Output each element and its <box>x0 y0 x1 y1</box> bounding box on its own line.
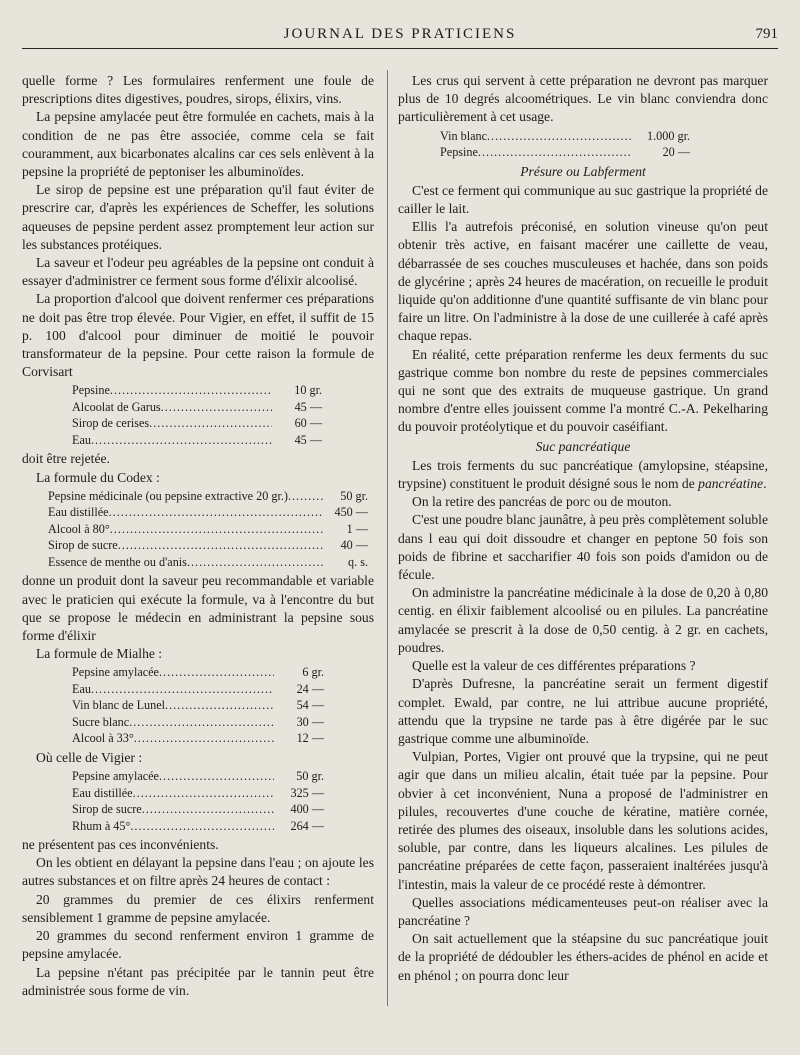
paragraph: doit être rejetée. <box>22 451 110 467</box>
formula-row <box>72 415 322 432</box>
ingredient-quantity: 45 — <box>294 399 322 414</box>
formula-row <box>72 730 324 747</box>
formula-row <box>72 681 324 698</box>
formula-row <box>72 818 324 835</box>
paragraph: La pepsine amylacée peut être formulée en cachets, mais à la condition de ne pas être associée, comme cela se fait couramment, aux bicarbonates alcalins car ces sels enlèvent à la pepsine la propriété de peptoniser les albuminoïdes. <box>22 109 374 180</box>
ingredient-quantity: 54 — <box>296 698 324 713</box>
formula-row <box>440 144 690 161</box>
ingredient-quantity: 325 — <box>290 785 324 800</box>
paragraph: On la retire des pancréas de porc ou de mouton. <box>412 494 672 510</box>
paragraph: Où celle de Vigier : <box>36 749 143 765</box>
ingredient-name: Pepsine <box>72 383 110 398</box>
right-column <box>398 72 768 985</box>
formula-row <box>72 785 324 802</box>
paragraph: donne un produit dont la saveur peu recommandable et variable avec le praticien qui exécute la formule, va à l'encontre du but que se propose le médecin en administrant la pepsine sous forme d'élixir <box>22 573 374 643</box>
ingredient-name: Pepsine amylacée <box>72 665 159 680</box>
paragraph: Les crus qui servent à cette préparation ne devront pas marquer plus de 10 degrés alcoométriques. Le vin blanc conviendra donc particulièrement à cet usage. <box>398 73 768 125</box>
ingredient-quantity: 50 gr. <box>296 769 324 784</box>
ingredient-name: Pepsine <box>440 145 478 160</box>
ingredient-name: Essence de menthe ou d'anis <box>48 554 187 569</box>
formula-row <box>72 801 324 818</box>
paragraph: On sait actuellement que la stéapsine du suc pancréatique jouit de la propriété de dédoubler les éthers-acides de phénol en acide et en phénol ; on pourra donc leur <box>398 931 768 983</box>
left-column <box>22 72 374 1000</box>
paragraph: quelle forme ? Les formulaires renferment une foule de prescriptions dites digestives, poudres, sirops, élixirs, vins. <box>22 73 374 107</box>
formula-row <box>48 488 368 505</box>
emphasis-term: pancréatine <box>698 476 764 492</box>
paragraph: ne présentent pas ces inconvénients. <box>22 837 219 853</box>
formula-codex <box>48 488 368 571</box>
paragraph: Ellis l'a autrefois préconisé, en solution vineuse qu'on peut obtenir très active, en faisant macérer une caillette de veau, débarrassée de ses couches musculeuses et hachée, dans son poids de glycérine ; après 24 heures de macération, on recueille le produit liquide qu'on additionne d'une quantité suffisante de vin blanc pour faire un litre. On l'administre à la dose de une cuillerée à café après chaque repas. <box>398 219 768 344</box>
ingredient-name: Alcool à 80° <box>48 521 110 536</box>
formula-row <box>48 537 368 554</box>
ingredient-quantity: 50 gr. <box>340 488 368 503</box>
paragraph: La pepsine n'étant pas précipitée par le tannin peut être administrée sous forme de vin. <box>22 964 374 998</box>
paragraph: Vulpian, Portes, Vigier ont prouvé que la trypsine, qui ne peut agir que dans un milieu alcalin, était tuée par la pepsine. Pour obvier à cet inconvénient, Nuna a proposé de l'administrer en pilules, recouvertes d'une couche de kératine, matière cornée, retirée des plumes des oiseaux, insoluble dans les solutions acides, soluble, par contre, dans les liqueurs alcalines. Les pilules de pancréatine préparées de cette façon, passeraient inaltérées jusqu'à l'intestin, mais la valeur de ce procédé reste à démontrer. <box>398 749 768 892</box>
ingredient-name: Alcoolat de Garus <box>72 399 161 414</box>
paragraph: La formule du Codex : <box>36 469 160 485</box>
formula-row <box>440 128 690 145</box>
paragraph: 20 grammes du premier de ces élixirs renferment sensiblement 1 gramme de pepsine amylacée. <box>22 891 374 925</box>
formula-row <box>72 432 322 449</box>
formula-row <box>72 664 324 681</box>
ingredient-name: Alcool à 33° <box>72 731 134 746</box>
formula-row <box>48 554 368 571</box>
ingredient-quantity: 20 — <box>662 145 690 160</box>
paragraph: On les obtient en délayant la pepsine dans l'eau ; on ajoute les autres substances et on filtre après 24 heures de contact : <box>22 855 374 889</box>
formula-row <box>48 521 368 538</box>
paragraph: D'après Dufresne, la pancréatine serait un ferment digestif complet. Ewald, par contre, ne lui attribue aucune propriété, attendu que la trypsine ne tarde pas à être digérée par le suc gastrique comme une albuminoïde. <box>398 676 768 746</box>
ingredient-quantity: 1 — <box>346 521 368 536</box>
ingredient-name: Pepsine amylacée <box>72 769 159 784</box>
formula-row <box>72 399 322 416</box>
page-number: 791 <box>755 26 778 42</box>
ingredient-name: Vin blanc <box>440 128 487 143</box>
ingredient-name: Pepsine médicinale (ou pepsine extractive 20 gr.) <box>48 488 288 503</box>
formula-vigier <box>72 768 324 834</box>
ingredient-name: Eau distillée <box>48 505 109 520</box>
ingredient-quantity: 264 — <box>290 818 324 833</box>
ingredient-name: Eau <box>72 681 91 696</box>
ingredient-quantity: 24 — <box>296 681 324 696</box>
formula-row <box>72 697 324 714</box>
paragraph: Quelles associations médicamenteuses peut-on réaliser avec la pancréatine ? <box>398 894 768 928</box>
ingredient-name: Eau distillée <box>72 785 133 800</box>
ingredient-quantity: q. s. <box>348 554 368 569</box>
formula-row <box>72 382 322 399</box>
formula-row <box>72 714 324 731</box>
section-title-presure: Présure ou Labferment <box>520 163 646 179</box>
formula-row <box>48 504 368 521</box>
ingredient-name: Eau <box>72 432 91 447</box>
paragraph: En réalité, cette préparation renferme les deux ferments du suc gastrique comme bon nombre du reste de pepsines commerciales qui ne sont que des extraits de muqueuse gastrique. Un grand nombre d'entre elles jouissent comme l'a montré C.-A. Pekelharing du pouvoir protéolytique et du pouvoir caséifiant. <box>398 346 768 435</box>
paragraph: C'est ce ferment qui communique au suc gastrique la propriété de cailler le lait. <box>398 182 768 217</box>
paragraph: C'est une poudre blanc jaunâtre, à peu près complètement soluble dans l eau qui doit dissoudre et changer en peptone 50 fois son poids de fibrine et saccharifier 40 fois son poids d'amidon ou de fécule. <box>398 512 768 583</box>
formula-vin-pepsine <box>440 128 690 161</box>
ingredient-name: Vin blanc de Lunel <box>72 698 166 713</box>
paragraph: Quelle est la valeur de ces différentes préparations ? <box>412 658 696 674</box>
formula-corvisart <box>72 382 322 448</box>
paragraph <box>398 457 768 493</box>
ingredient-quantity: 450 — <box>334 505 368 520</box>
ingredient-name: Sirop de sucre <box>72 802 142 817</box>
formula-mialhe <box>72 664 324 747</box>
column-divider <box>387 70 388 1006</box>
paragraph: La formule de Mialhe : <box>36 646 163 662</box>
ingredient-quantity: 12 — <box>296 731 324 746</box>
paragraph: Le sirop de pepsine est une préparation qu'il faut éviter de prescrire car, d'après les expériences de Scheffer, les solutions aqueuses de pepsine perdent assez promptement leur action sur les substances protéiques. <box>22 182 374 252</box>
ingredient-quantity: 400 — <box>290 802 324 817</box>
journal-title: JOURNAL DES PRATICIENS <box>283 26 517 42</box>
ingredient-quantity: 6 gr. <box>302 665 324 680</box>
ingredient-quantity: 1.000 gr. <box>647 128 690 143</box>
ingredient-name: Sirop de sucre <box>48 538 118 553</box>
paragraph: 20 grammes du second renferment environ 1 gramme de pepsine amylacée. <box>22 928 374 962</box>
section-title-suc-pancreatique: Suc pancréatique <box>535 438 631 454</box>
ingredient-quantity: 40 — <box>340 538 368 553</box>
page-header <box>22 22 778 49</box>
ingredient-quantity: 45 — <box>294 432 322 447</box>
ingredient-name: Sucre blanc <box>72 714 130 729</box>
ingredient-name: Rhum à 45° <box>72 818 131 833</box>
formula-row <box>72 768 324 785</box>
ingredient-name: Sirop de cerises <box>72 416 150 431</box>
paragraph: On administre la pancréatine médicinale à la dose de 0,20 à 0,80 centig. en élixir faiblement alcoolisé ou en pilules. La pancréatine amylacée se prescrit à la dose de 0,50 centig. à 2 gr. en cachets, poudres. <box>398 585 768 655</box>
ingredient-quantity: 60 — <box>294 416 322 431</box>
paragraph-text: Les trois ferments du suc pancréatique (amylopsine, stéapsine, trypsine) constituent le produit désigné sous le nom de <box>398 457 768 492</box>
paragraph-text: . <box>763 476 767 492</box>
ingredient-quantity: 10 gr. <box>294 383 322 398</box>
paragraph: La proportion d'alcool que doivent renfermer ces préparations ne doit pas être trop élevée. Pour Vigier, en effet, il suffit de 15 p. 100 d'alcool pour diminuer de moitié le pouvoir transformateur de la pepsine. Pour cette raison la formule de Corvisart <box>22 291 374 380</box>
ingredient-quantity: 30 — <box>296 714 324 729</box>
paragraph: La saveur et l'odeur peu agréables de la pepsine ont conduit à essayer d'administrer ce ferment sous forme d'élixir alcoolisé. <box>22 255 374 289</box>
